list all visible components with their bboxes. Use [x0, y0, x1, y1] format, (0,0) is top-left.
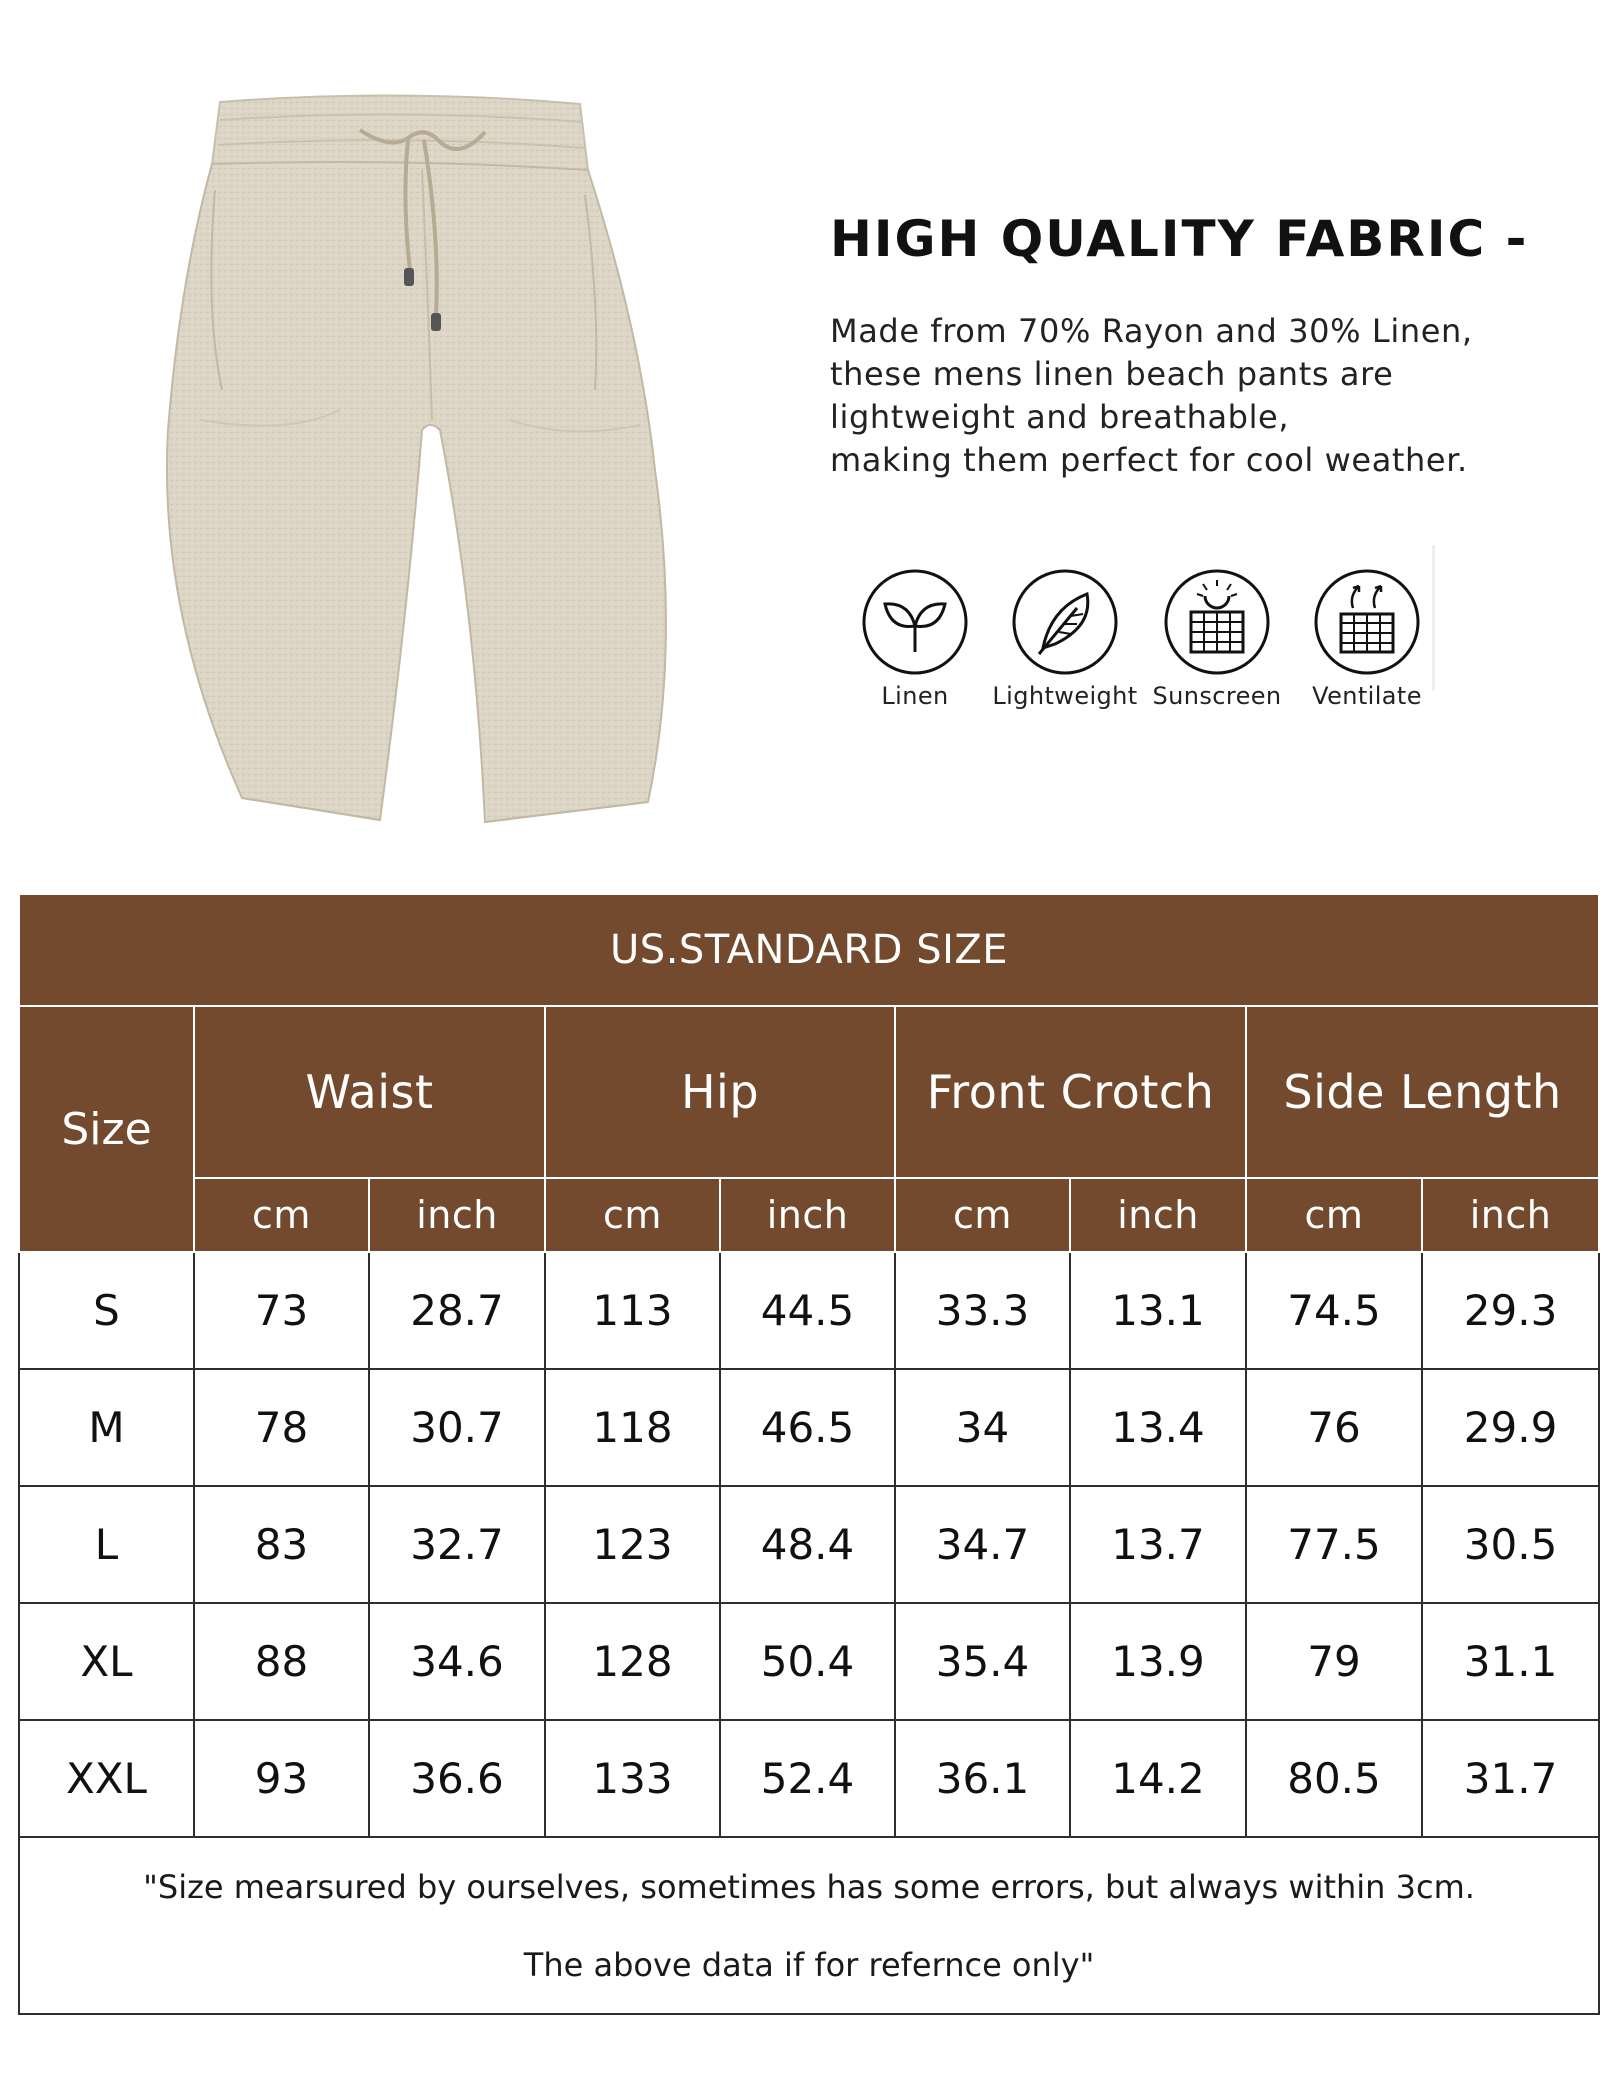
feature-lightweight — [990, 568, 1140, 710]
table-cell: 79 — [1246, 1603, 1422, 1720]
table-cell: 133 — [545, 1720, 720, 1837]
table-cell: 118 — [545, 1369, 720, 1486]
table-cell: 36.6 — [369, 1720, 545, 1837]
table-cell: 14.2 — [1070, 1720, 1246, 1837]
table-cell: 76 — [1246, 1369, 1422, 1486]
feature-ventilate — [1292, 568, 1442, 710]
feature-label: Lightweight — [992, 682, 1138, 710]
table-cell: 29.3 — [1422, 1252, 1599, 1369]
column-header-front-crotch: Front Crotch — [895, 1006, 1246, 1178]
table-cell: 113 — [545, 1252, 720, 1369]
table-cell: 74.5 — [1246, 1252, 1422, 1369]
table-row — [19, 1720, 1599, 1837]
size-label-cell: XXL — [19, 1720, 194, 1837]
note-line: "Size mearsured by ourselves, sometimes has some errors, but always within 3cm. — [143, 1867, 1475, 1906]
sun-fabric-weave-icon — [1163, 568, 1271, 676]
table-cell: 73 — [194, 1252, 369, 1369]
table-cell: 123 — [545, 1486, 720, 1603]
unit-header-cm: cm — [545, 1178, 720, 1252]
table-cell: 31.1 — [1422, 1603, 1599, 1720]
fabric-description-line: these mens linen beach pants are — [830, 355, 1394, 393]
column-header-hip: Hip — [545, 1006, 895, 1178]
table-title: US.STANDARD SIZE — [19, 894, 1599, 1006]
size-label-cell: XL — [19, 1603, 194, 1720]
note-line: The above data if for refernce only" — [523, 1945, 1095, 1984]
table-row — [19, 1486, 1599, 1603]
table-cell: 34.7 — [895, 1486, 1070, 1603]
table-cell: 31.7 — [1422, 1720, 1599, 1837]
table-row — [19, 1369, 1599, 1486]
product-image-linen-pants — [140, 90, 740, 830]
table-cell: 13.7 — [1070, 1486, 1246, 1603]
unit-header-inch: inch — [369, 1178, 545, 1252]
unit-header-inch: inch — [720, 1178, 895, 1252]
feature-label: Ventilate — [1312, 682, 1422, 710]
table-cell: 50.4 — [720, 1603, 895, 1720]
size-chart-table — [18, 893, 1600, 2015]
leaf-sprout-icon — [861, 568, 969, 676]
table-cell: 29.9 — [1422, 1369, 1599, 1486]
feature-label: Sunscreen — [1152, 682, 1282, 710]
table-cell: 80.5 — [1246, 1720, 1422, 1837]
unit-header-inch: inch — [1422, 1178, 1599, 1252]
size-label-cell: S — [19, 1252, 194, 1369]
feature-linen — [840, 568, 990, 710]
measurement-note — [19, 1837, 1599, 2014]
column-header-waist: Waist — [194, 1006, 545, 1178]
table-cell: 78 — [194, 1369, 369, 1486]
divider — [1432, 545, 1435, 690]
table-cell: 44.5 — [720, 1252, 895, 1369]
fabric-description-line: lightweight and breathable, — [830, 398, 1290, 436]
size-label-cell: M — [19, 1369, 194, 1486]
size-label-cell: L — [19, 1486, 194, 1603]
table-cell: 88 — [194, 1603, 369, 1720]
feature-icon-row — [840, 568, 1450, 718]
table-cell: 33.3 — [895, 1252, 1070, 1369]
table-cell: 28.7 — [369, 1252, 545, 1369]
column-header-size: Size — [19, 1006, 194, 1252]
table-row — [19, 1603, 1599, 1720]
table-cell: 46.5 — [720, 1369, 895, 1486]
table-cell: 13.9 — [1070, 1603, 1246, 1720]
table-cell: 30.5 — [1422, 1486, 1599, 1603]
table-cell: 32.7 — [369, 1486, 545, 1603]
airflow-fabric-weave-icon — [1313, 568, 1421, 676]
table-cell: 48.4 — [720, 1486, 895, 1603]
table-cell: 13.1 — [1070, 1252, 1246, 1369]
table-cell: 35.4 — [895, 1603, 1070, 1720]
table-cell: 128 — [545, 1603, 720, 1720]
fabric-heading: HIGH QUALITY FABRIC - — [830, 210, 1529, 268]
unit-header-cm: cm — [895, 1178, 1070, 1252]
table-cell: 93 — [194, 1720, 369, 1837]
feather-icon — [1011, 568, 1119, 676]
table-cell: 52.4 — [720, 1720, 895, 1837]
unit-header-cm: cm — [1246, 1178, 1422, 1252]
table-cell: 34 — [895, 1369, 1070, 1486]
unit-header-cm: cm — [194, 1178, 369, 1252]
table-row — [19, 1252, 1599, 1369]
table-cell: 13.4 — [1070, 1369, 1246, 1486]
table-cell: 34.6 — [369, 1603, 545, 1720]
unit-header-inch: inch — [1070, 1178, 1246, 1252]
table-cell: 83 — [194, 1486, 369, 1603]
column-header-side-length: Side Length — [1246, 1006, 1599, 1178]
fabric-description-line: Made from 70% Rayon and 30% Linen, — [830, 312, 1473, 350]
feature-sunscreen — [1142, 568, 1292, 710]
table-cell: 77.5 — [1246, 1486, 1422, 1603]
fabric-description-line: making them perfect for cool weather. — [830, 441, 1468, 479]
fabric-description — [830, 310, 1590, 482]
feature-label: Linen — [881, 682, 949, 710]
table-cell: 30.7 — [369, 1369, 545, 1486]
table-cell: 36.1 — [895, 1720, 1070, 1837]
